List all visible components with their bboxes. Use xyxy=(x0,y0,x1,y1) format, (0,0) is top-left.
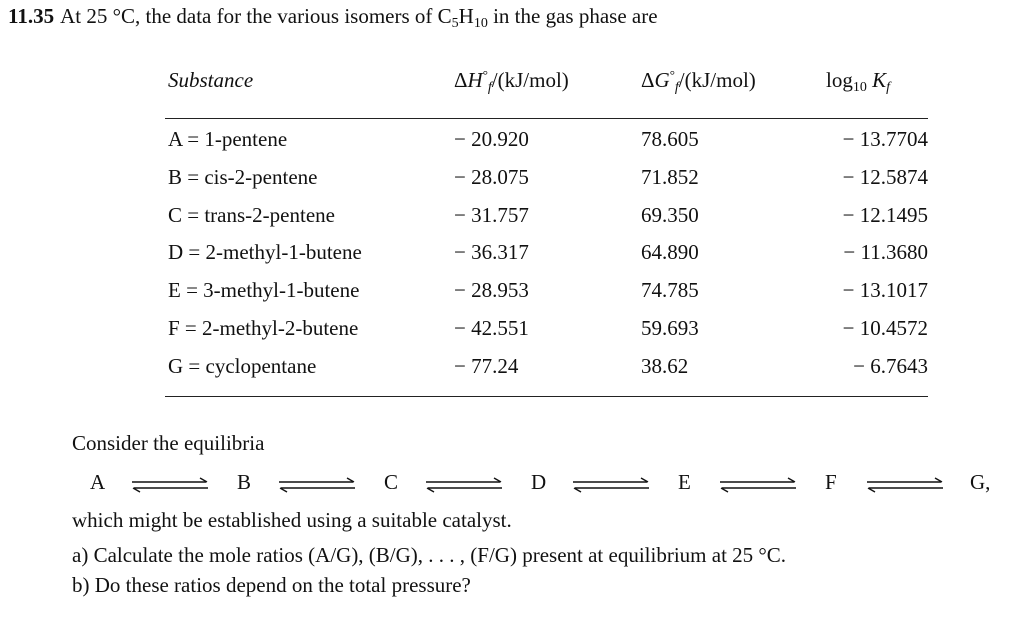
gibbs-cell: 38.62 xyxy=(641,354,689,378)
gibbs-cell: 69.350 xyxy=(641,203,699,227)
table-top-rule xyxy=(165,118,928,119)
substance-cell: D = 2-methyl-1-butene xyxy=(168,240,362,264)
substance-cell: A = 1-pentene xyxy=(168,127,288,151)
substance-cell: G = cyclopentane xyxy=(168,354,317,378)
gibbs-cell: 74.785 xyxy=(641,278,699,302)
enthalpy-cell: − 20.920 xyxy=(454,127,529,151)
header-enthalpy-sub: f xyxy=(487,80,492,95)
header-gibbs xyxy=(641,68,756,93)
species-a: A xyxy=(90,470,106,494)
header-gibbs-symbol: G xyxy=(654,68,670,92)
header-logk-sub: f xyxy=(886,80,890,95)
gibbs-cell: 71.852 xyxy=(641,165,699,189)
equilibrium-arrow-icon xyxy=(275,476,359,494)
logk-cell: − 11.3680 xyxy=(843,240,928,264)
enthalpy-cell: − 28.075 xyxy=(454,165,529,189)
logk-cell: − 12.1495 xyxy=(842,203,928,227)
substance-cell: C = trans-2-pentene xyxy=(168,203,335,227)
header-substance: Substance xyxy=(168,68,254,92)
logk-cell: − 13.7704 xyxy=(842,127,928,151)
substance-cell: F = 2-methyl-2-butene xyxy=(168,316,359,340)
species-g: G, xyxy=(970,470,991,494)
header-logk xyxy=(826,68,890,93)
gibbs-cell: 78.605 xyxy=(641,127,699,151)
header-gibbs-sub: f xyxy=(674,80,679,95)
header-logk-log: log xyxy=(826,68,853,92)
substance-cell: E = 3-methyl-1-butene xyxy=(168,278,360,302)
header-enthalpy-unit: /(kJ/mol) xyxy=(491,68,569,92)
enthalpy-cell: − 36.317 xyxy=(454,240,529,264)
species-f: F xyxy=(825,470,837,494)
carbon-subscript: 5 xyxy=(451,16,459,31)
problem-text-after: in the gas phase are xyxy=(487,4,658,28)
consider-text: Consider the equilibria xyxy=(72,431,265,455)
header-enthalpy-delta: Δ xyxy=(454,68,468,92)
species-d: D xyxy=(531,470,547,494)
header-enthalpy-symbol: H xyxy=(467,68,483,92)
header-gibbs-degree: ° xyxy=(669,67,675,82)
species-c: C xyxy=(384,470,399,494)
enthalpy-cell: − 77.24 xyxy=(454,354,519,378)
equilibrium-arrow-icon xyxy=(569,476,653,494)
header-enthalpy xyxy=(454,68,569,93)
header-logk-base: 10 xyxy=(852,80,867,95)
enthalpy-cell: − 42.551 xyxy=(454,316,529,340)
header-gibbs-delta: Δ xyxy=(641,68,655,92)
gibbs-cell: 59.693 xyxy=(641,316,699,340)
problem-statement xyxy=(8,4,658,29)
equilibrium-arrow-icon xyxy=(422,476,506,494)
logk-cell: − 12.5874 xyxy=(842,165,928,189)
header-logk-symbol: K xyxy=(872,68,887,92)
species-b: B xyxy=(237,470,252,494)
species-e: E xyxy=(678,470,691,494)
gibbs-cell: 64.890 xyxy=(641,240,699,264)
enthalpy-cell: − 28.953 xyxy=(454,278,529,302)
header-enthalpy-degree: ° xyxy=(482,67,488,82)
equilibrium-chain xyxy=(0,470,1027,500)
catalyst-text: which might be established using a suitable catalyst. xyxy=(72,508,512,532)
header-gibbs-unit: /(kJ/mol) xyxy=(678,68,756,92)
question-a: a) Calculate the mole ratios (A/G), (B/G), . . . , (F/G) present at equilibrium at 25 °C. xyxy=(72,543,787,567)
substance-cell: B = cis-2-pentene xyxy=(168,165,318,189)
hydrogen-letter: H xyxy=(458,4,474,28)
logk-cell: − 6.7643 xyxy=(853,354,928,378)
question-b: b) Do these ratios depend on the total pressure? xyxy=(72,573,471,597)
problem-text-before: At 25 °C, the data for the various isomers of C xyxy=(60,4,452,28)
logk-cell: − 13.1017 xyxy=(842,278,928,302)
table-bottom-rule xyxy=(165,396,928,397)
enthalpy-cell: − 31.757 xyxy=(454,203,529,227)
problem-number: 11.35 xyxy=(8,4,55,28)
equilibrium-arrow-icon xyxy=(716,476,800,494)
equilibrium-arrow-icon xyxy=(863,476,947,494)
equilibrium-arrow-icon xyxy=(128,476,212,494)
hydrogen-subscript: 10 xyxy=(473,16,488,31)
logk-cell: − 10.4572 xyxy=(842,316,928,340)
